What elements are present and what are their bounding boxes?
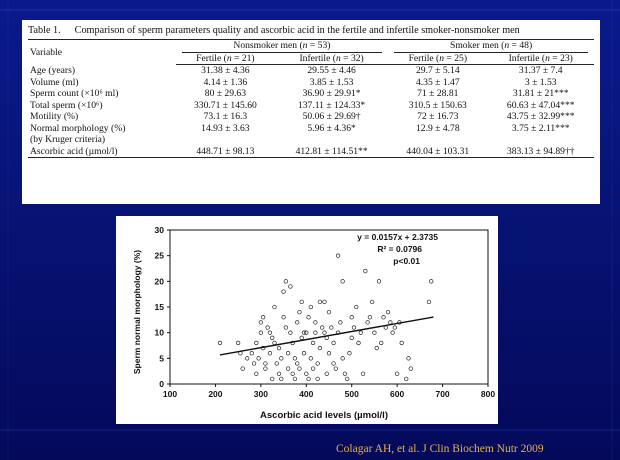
scatter-point [323,331,327,335]
scatter-point [311,367,315,371]
table-cell: 137.11 ± 124.33* [297,99,366,111]
table-cell: 60.63 ± 47.04*** [506,99,575,111]
r-squared-annotation: R² = 0.0796 [377,244,422,254]
scatter-point [241,367,245,371]
table-cell: 383.13 ± 94.89†† [487,146,594,158]
scatter-point [245,357,249,361]
scatter-point [386,310,390,314]
scatter-point [373,331,377,335]
variable-header: Variable [28,40,176,65]
scatter-point [304,372,308,376]
scatter-point [277,346,281,350]
subgroup-header: Fertile (n = 21) [176,53,275,65]
scatter-point [316,362,320,366]
scatter-point [298,367,302,371]
scatter-point [286,351,290,355]
y-tick-label: 0 [159,379,164,389]
y-tick-label: 10 [154,327,164,338]
scatter-point [293,357,297,361]
row-label: Sperm count (×10⁶ ml) [30,88,119,99]
y-tick-label: 15 [154,302,164,312]
scatter-chart [116,216,498,424]
scatter-point [379,341,383,345]
scatter-point [282,315,286,319]
x-tick-label: 700 [435,389,450,399]
y-tick-label: 25 [154,250,164,261]
chart-points [218,254,433,381]
scatter-point [236,341,240,345]
x-tick-label: 100 [162,389,178,399]
equation-annotation: y = 0.0157x + 2.3735 [357,232,438,242]
scatter-point [280,357,284,361]
scatter-point [341,280,345,284]
row-label: Ascorbic acid (µmol/l) [28,146,176,158]
scatter-point [264,362,268,366]
scatter-point [364,269,368,273]
scatter-point [273,305,277,309]
scatter-point [298,310,302,314]
scatter-point [268,331,272,335]
scatter-point [336,254,340,258]
scatter-point [266,326,270,330]
scatter-point [389,321,393,325]
scatter-point [350,336,354,340]
table-cell: 31.37 ± 7.4 [518,65,563,76]
table-cell: 5.96 ± 4.36* [307,122,356,134]
scatter-point [255,372,259,376]
scatter-point [250,351,254,355]
scatter-point [309,305,313,309]
scatter-point [289,331,293,335]
p-value-annotation: p<0.01 [393,256,420,266]
table-cell: 412.81 ± 114.51** [275,146,388,158]
table-cell: 440.04 ± 103.31 [388,146,487,158]
scatter-point [382,315,386,319]
table-cell: 50.06 ± 29.69† [302,111,361,122]
table-cell: 12.9 ± 4.78 [415,122,460,134]
scatter-point [316,377,320,381]
table-cell: 3.75 ± 2.11*** [511,122,570,134]
scatter-point [270,336,274,340]
scatter-point [286,367,290,371]
data-table [28,39,594,158]
chart-panel [116,216,498,424]
scatter-point [282,290,286,294]
scatter-point [257,357,261,361]
scatter-point [323,300,327,304]
x-tick-label: 600 [390,389,405,399]
x-tick-label: 400 [299,389,314,399]
table-row [28,134,594,146]
table-cell: 31.81 ± 21*** [512,88,569,99]
scatter-point [291,372,295,376]
table-cell: 14.93 ± 3.63 [201,122,250,134]
scatter-point [341,357,345,361]
chart-axes [170,230,488,384]
scatter-point [307,377,311,381]
scatter-point [295,362,299,366]
row-label: Age (years) [30,64,76,76]
scatter-point [348,351,352,355]
scatter-point [354,305,358,309]
table-cell: 72 ± 16.73 [417,111,459,122]
table-cell: 310.5 ± 150.63 [408,99,467,111]
scatter-point [334,367,338,371]
y-tick-label: 5 [159,353,164,364]
scatter-point [429,280,433,284]
y-tick-label: 20 [154,276,164,287]
scatter-point [427,300,431,304]
scatter-point [273,341,277,345]
scatter-point [329,326,333,330]
scatter-point [325,372,329,376]
scatter-point [261,315,265,319]
table-cell: 330.71 ± 145.60 [193,99,257,111]
scatter-point [270,377,274,381]
scatter-point [284,326,288,330]
row-label: Motility (%) [30,111,79,122]
scatter-point [332,341,336,345]
row-label: Normal morphology (%) [30,122,126,134]
scatter-point [314,321,318,325]
table-cell: 3.85 ± 1.53 [309,76,354,88]
table-row [28,88,594,100]
x-axis-label: Ascorbic acid levels (µmol/l) [260,410,388,421]
scatter-point [375,346,379,350]
scatter-point [368,315,372,319]
table-row [28,111,594,123]
citation: Colagar AH, et al. J Clin Biochem Nutr 2009 [336,443,544,455]
scatter-point [395,372,399,376]
scatter-point [268,351,272,355]
x-tick-label: 500 [344,389,359,399]
table-row [28,123,594,135]
scatter-point [309,357,313,361]
scatter-point [332,362,336,366]
subgroup-header: Infertile (n = 23) [487,53,594,65]
x-tick-label: 300 [253,389,268,399]
scatter-point [404,377,408,381]
scatter-point [327,351,331,355]
x-tick-label: 800 [480,389,496,399]
trendline [220,317,434,355]
scatter-point [304,331,308,335]
table-panel [22,20,600,204]
scatter-point [359,331,363,335]
table-cell: 448.71 ± 98.13 [176,146,275,158]
plot-frame [170,230,488,384]
scatter-point [361,372,365,376]
scatter-point [366,321,370,325]
table-cell: 4.14 ± 1.36 [203,76,248,88]
scatter-point [377,280,381,284]
scatter-point [259,331,263,335]
scatter-point [370,300,374,304]
scatter-point [350,315,354,319]
y-tick-label: 30 [154,225,164,235]
scatter-point [293,377,297,381]
scatter-point [393,326,397,330]
scatter-point [277,372,281,376]
table-title: Comparison of sperm parameters quality and ascorbic acid in the fertile and infertile smoker-nonsmoker men [74,25,520,36]
table-cell: 80 ± 29.63 [204,88,247,99]
chart-trendline-group [220,317,434,355]
table-cell: 73.1 ± 16.3 [203,111,248,122]
x-tick-label: 200 [208,389,223,399]
scatter-point [327,310,331,314]
scatter-point [300,300,304,304]
group-header-nonsmoker: Nonsmoker men (n = 53) [176,40,388,53]
scatter-point [300,336,304,340]
table-row [28,100,594,112]
subgroup-header: Infertile (n = 32) [275,53,388,65]
scatter-point [311,341,315,345]
scatter-point [314,331,318,335]
scatter-point [252,362,256,366]
scatter-point [339,321,343,325]
scatter-point [357,341,361,345]
scatter-point [289,285,293,289]
row-label-continued: (by Kruger criteria) [30,134,106,145]
row-label: Volume (ml) [30,76,79,88]
table-cell: 3 ± 1.53 [524,76,557,88]
scatter-point [218,341,222,345]
table-row [28,146,594,158]
scatter-point [407,357,411,361]
scatter-point [280,377,284,381]
group-header-smoker: Smoker men (n = 48) [388,40,594,53]
scatter-point [345,377,349,381]
table-number: Table 1. [28,25,61,36]
table-row [28,65,594,77]
table-caption [28,24,594,37]
scatter-point [275,362,279,366]
scatter-point [409,367,413,371]
table-cell: 4.35 ± 1.47 [415,76,460,88]
scatter-point [259,321,263,325]
scatter-point [307,315,311,319]
scatter-point [352,326,356,330]
scatter-point [302,351,306,355]
table-cell: 43.75 ± 32.99*** [506,111,575,122]
subgroup-header: Fertile (n = 25) [388,53,487,65]
table-cell: 71 ± 28.81 [417,88,459,99]
table-cell: 31.38 ± 4.36 [201,65,250,76]
scatter-point [318,346,322,350]
scatter-point [400,341,404,345]
table-cell: 29.55 ± 4.46 [307,65,356,76]
scatter-point [320,326,324,330]
table-cell: 36.90 ± 29.91* [302,88,361,99]
row-label: Total sperm (×10⁶) [30,99,103,111]
scatter-point [318,300,322,304]
scatter-point [295,321,299,325]
scatter-point [284,280,288,284]
table-cell: 29.7 ± 5.14 [415,65,460,76]
table-row [28,77,594,89]
scatter-point [343,372,347,376]
scatter-point [255,341,259,345]
scatter-point [264,367,268,371]
scatter-point [391,331,395,335]
y-axis-label: Sperm normal morphology (%) [132,249,142,375]
